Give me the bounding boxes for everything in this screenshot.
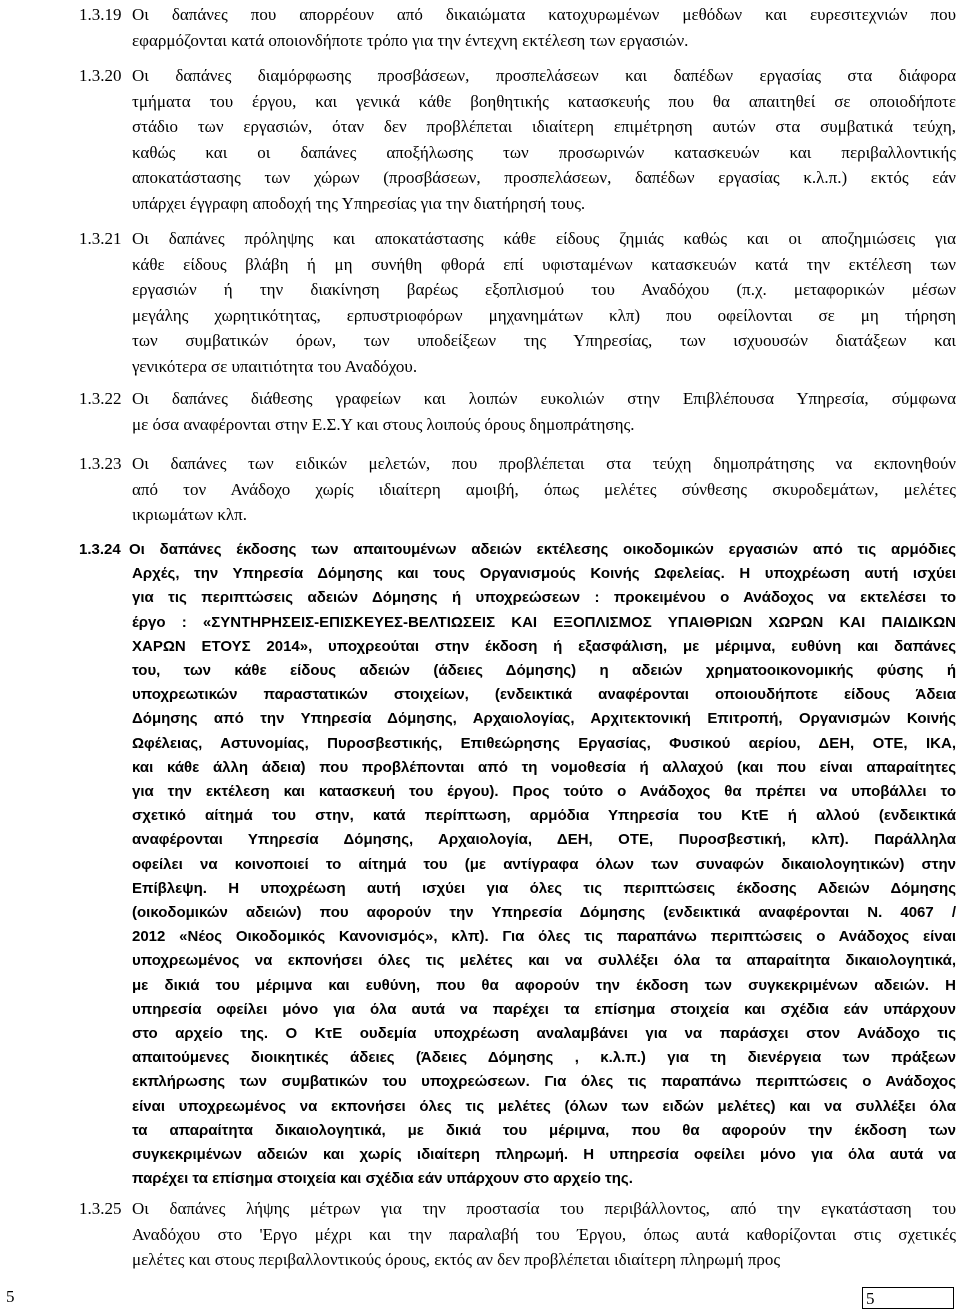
text-line: Οι δαπάνες των ειδικών μελετών, που προβλέπεται στα τεύχη δημοπράτησης να εκπονηθούν <box>132 454 956 473</box>
text-line: Οι δαπάνες πρόληψης και αποκατάστασης κάθε είδους ζημιάς καθώς και οι αποζημιώσεις για <box>132 229 956 248</box>
text-line: Οι δαπάνες λήψης μέτρων για την προστασία του περιβάλλοντος, από την εγκατάσταση του <box>132 1199 956 1218</box>
section-number: 1.3.20 <box>79 66 122 85</box>
text-line: Δόμησης από την Υπηρεσία Δόμησης, Αρχαιολογίας, Αρχιτεκτονική Επιτροπή, Οργανισμών Κοινής <box>132 710 956 728</box>
text-line: εκπλήρωσης των συμβατικών του υποχρεώσεων. Για όλες τις παραπάνω περιπτώσεις ο Ανάδοχος <box>132 1073 956 1091</box>
text-line: συγκεκριμένων αδειών και χωρίς ιδιαίτερη πληρωμή. Η υπηρεσία οφείλει μόνο για όλα αυτά να <box>132 1146 956 1163</box>
text-line: στο αρχείο της. Ο ΚτΕ ουδεμία υποχρέωση αναλαμβάνει για να παράσχει στον Ανάδοχο τις <box>132 1025 956 1042</box>
text-line: Αναδόχου στο 'Εργο μέχρι και την παραλαβή του Έργου, όπως αυτά καθορίζονται στις σχετικές <box>132 1224 956 1244</box>
text-line: από τον Ανάδοχο χωρίς ιδιαίτερη αμοιβή, όπως μελέτες σύνθεσης σκυροδεμάτων, μελέτες <box>132 479 956 499</box>
text-line: για τις περιπτώσεις αδειών Δόμησης ή υποχρεώσεων : προκειμένου ο Ανάδοχος να εκτελέσει το <box>132 589 956 607</box>
text-line: Ωφέλειας, Αστυνομίας, Πυροσβεστικής, Επιθεώρησης Εργασίας, Φυσικού αερίου, ΔΕΗ, ΟΤΕ, ΙΚΑ, <box>132 734 956 752</box>
text-line: (οικοδομικών αδειών) που αφορούν την Υπηρεσία Δόμησης (ενδεικτικά αναφέρονται Ν. 4067 / <box>132 904 956 921</box>
text-line: εργασιών ή την διακίνηση βαρέως εξοπλισμού του Αναδόχου (π.χ. μεταφορικών μέσων <box>132 280 956 300</box>
text-line: Οι δαπάνες έκδοσης των απαιτουμένων αδειών εκτέλεσης οικοδομικών εργασιών από τις αρμόδιες <box>129 541 956 558</box>
text-line: και κάθε άλλη άδεια) που προβλέπονται από τη νομοθεσία ή αλλαχού (και που είναι απαραίτητες <box>132 758 956 776</box>
text-line: υπηρεσία οφείλει μόνο για όλα αυτά να παρέχει τα επίσημα στοιχεία και σχέδια εάν υπάρχουν <box>132 1000 956 1018</box>
text-line: Οι δαπάνες διάθεσης γραφείων και λοιπών ευκολιών στην Επιβλέπουσα Υπηρεσία, σύμφωνα <box>132 389 956 408</box>
text-line: 2012 «Νέος Οικοδομικός Κανονισμός», κλπ). Για όλες τις παραπάνω περιπτώσεις ο Ανάδοχος είναι <box>132 928 956 946</box>
text-line: γενικότερα σε υπαιτιότητα του Αναδόχου. <box>132 357 418 376</box>
text-line: καθώς και οι δαπάνες αποξήλωσης των προσωρινών κατασκευών και περιβαλλοντικής <box>132 142 956 162</box>
text-line: των συμβατικών όρων, των υποδείξεων της Υπηρεσίας, των ισχυουσών διατάξεων και <box>132 331 956 351</box>
section-number: 1.3.23 <box>79 454 122 473</box>
section-number: 1.3.24 <box>79 541 121 558</box>
text-line: οφείλει να κοινοποιεί το αίτημά του (με αντίγραφα όλων των συναφών δικαιολογητικών) στην <box>132 855 956 873</box>
text-line: ΧΑΡΩΝ ΕΤΟΥΣ 2014», υποχρεούται στην έκδοση ή εξασφάλιση, με μέριμνα, ευθύνη και δαπάνες <box>132 637 956 655</box>
text-line: στάδιο των εργασιών, όταν δεν προβλέπεται ιδιαίτερη επιμέτρηση αυτών στα συμβατικά τεύχη, <box>132 117 956 137</box>
text-line: Οι δαπάνες διαμόρφωσης προσβάσεων, προσπελάσεων και δαπέδων εργασίας στα διάφορα <box>132 66 956 85</box>
text-line: τμήματα του έργου, και γενικά κάθε βοηθητικής κατασκευής που θα απαιτηθεί σε οποιοδήποτε <box>132 91 956 111</box>
text-line: είναι υποχρεωμένος να εκπονήσει όλες τις μελέτες (όλων των ειδών μελέτες) και να συλλέξει όλα <box>132 1097 956 1115</box>
section-number: 1.3.22 <box>79 389 122 408</box>
text-line: Αρχές, την Υπηρεσία Δόμησης και τους Οργανισμούς Κοινής Ωφελείας. Η υποχρέωση αυτή ισχύει <box>132 565 956 583</box>
text-line: μεγάλης χωρητικότητας, ερπυστριοφόρων μηχανημάτων κλπ) που οφείλονται σε μη τήρηση <box>132 305 956 325</box>
text-line: σχετικό αίτημά του στην, κατά περίπτωση, αρμόδια Υπηρεσία του ΚτΕ ή αλλού (ενδεικτικά <box>132 807 956 825</box>
text-line: με δικιά του μέριμνα και ευθύνη, που θα αφορούν την έκδοση των συγκεκριμένων αδειών. Η <box>132 976 956 994</box>
text-line: κάθε είδους βλάβη ή μη συνήθη φθορά επί υφισταμένων κατασκευών κατά την εκτέλεση των <box>132 254 956 274</box>
page-number-left: 5 <box>6 1287 15 1306</box>
text-line: εφαρμόζονται κατά οποιονδήποτε τρόπο για την έντεχνη εκτέλεση των εργασιών. <box>132 30 689 50</box>
text-line: αναφέρονται Υπηρεσία Δόμησης, Αρχαιολογία, ΔΕΗ, ΟΤΕ, Πυροσβεστική, κλπ). Παράλληλα <box>132 831 956 849</box>
text-line: μελέτες και στους περιβαλλοντικούς όρους, εκτός αν δεν προβλέπεται ιδιαίτερη πληρωμή προς <box>132 1250 781 1270</box>
text-line: του, των κάθε είδους αδειών (άδειες Δόμησης) η αδειών χρηματοοικονομικής φύσης ή <box>132 662 956 679</box>
text-line: με όσα αναφέρονται στην Ε.Σ.Υ και στους λοιπούς όρους δημοπράτησης. <box>132 414 635 434</box>
text-line: ικριωμάτων κλπ. <box>132 505 248 525</box>
text-line: υποχρεωμένος να εκπονήσει όλες τις μελέτες και να συλλέξει όλα τα απαραίτητα δικαιολογητικά, <box>132 952 956 970</box>
section-number: 1.3.25 <box>79 1199 122 1218</box>
section-number: 1.3.19 <box>79 5 122 24</box>
section-number: 1.3.21 <box>79 229 122 248</box>
text-line: αποκατάστασης των χώρων (προσβάσεων, προσπελάσεων, δαπέδων εργασίας κ.λ.π.) εκτός εάν <box>132 168 956 188</box>
page-number-box: 5 <box>862 1287 954 1309</box>
text-line: υπάρχει έγγραφη αποδοχή της Υπηρεσίας για την διατήρησή τους. <box>132 194 586 213</box>
text-line: έργο : «ΣΥΝΤΗΡΗΣΕΙΣ-ΕΠΙΣΚΕΥΕΣ-ΒΕΛΤΙΩΣΕΙΣ ΚΑΙ ΕΞΟΠΛΙΣΜΟΣ ΥΠΑΙΘΡΙΩΝ ΧΩΡΩΝ ΚΑΙ ΠΑΙΔΙΚΩΝ <box>132 613 956 631</box>
text-line: απαιτούμενες διοικητικές άδειες (Άδειες Δόμησης , κ.λ.π.) για τη διενέργεια των πράξεων <box>132 1049 956 1067</box>
text-line: υποχρεωτικών παραστατικών στοιχείων, (ενδεικτικά αναφέρονται οποιουδήποτε είδους Άδεια <box>132 686 956 704</box>
text-line: Επίβλεψη. Η υποχρέωση αυτή ισχύει για όλες τις περιπτώσεις έκδοσης Αδειών Δόμησης <box>132 879 956 897</box>
text-line: Οι δαπάνες που απορρέουν από δικαιώματα κατοχυρωμένων μεθόδων και ευρεσιτεχνιών που <box>132 5 956 24</box>
text-line: παρέχει τα επίσημα στοιχεία και σχέδια εάν υπάρχουν στο αρχείο της. <box>132 1170 633 1188</box>
text-line: τα απαραίτητα δικαιολογητικά, με δικιά του μέριμνα, που θα αφορούν την έκδοση των <box>132 1121 956 1139</box>
text-line: για την εκτέλεση και κατασκευή του έργου). Προς τούτο ο Ανάδοχος θα πρέπει να υποβάλλει το <box>132 783 956 800</box>
